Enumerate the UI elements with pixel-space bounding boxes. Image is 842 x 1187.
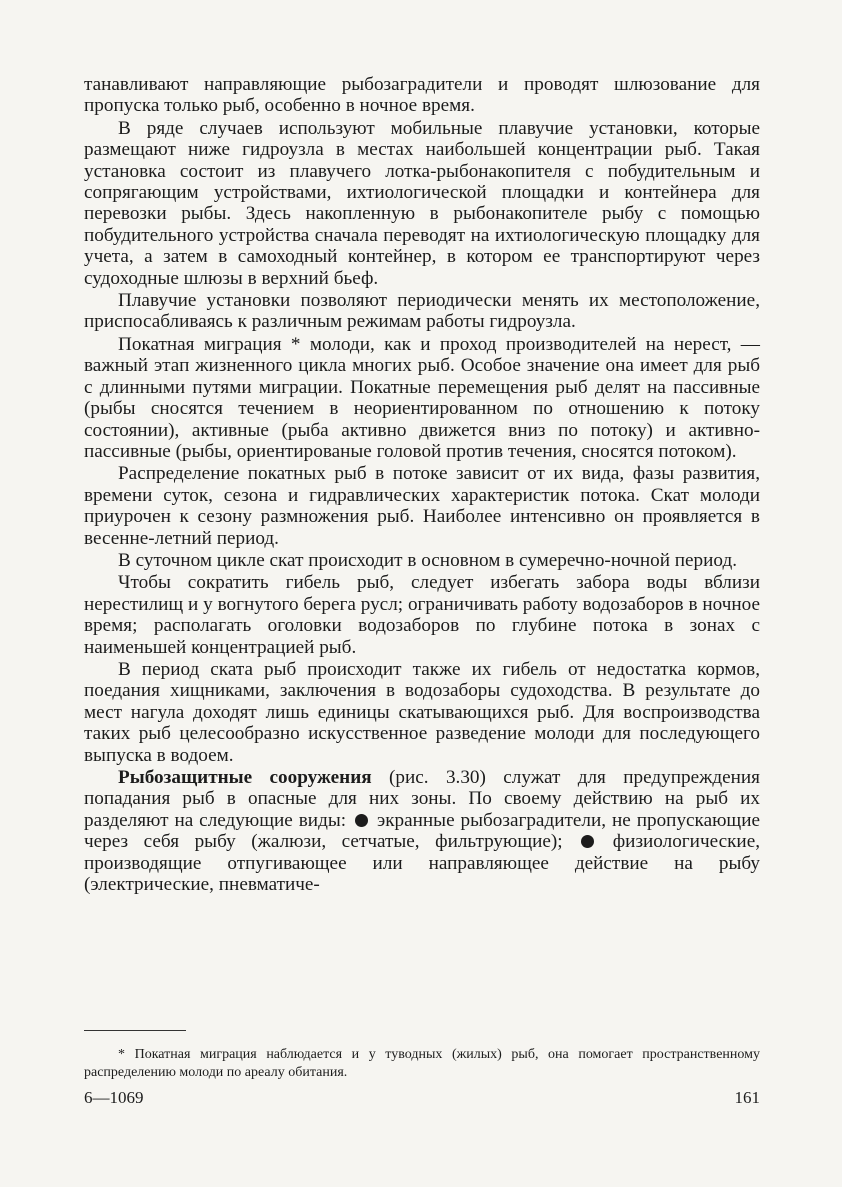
paragraph-5: Распределение покатных рыб в потоке зависит от их вида, фазы развития, времени суток, сезона и гидравлических характеристик потока. Скат молоди приурочен к сезону размножения рыб. Наиболее интенсивно он проявляется в весенне-летний период. — [84, 463, 760, 549]
page-footer — [84, 1088, 760, 1108]
paragraph-9-text-1: (рис. 3.30) служат для предупреждения попадания рыб в опасные для них зоны. По своему действию на рыб их разделяют на следующие виды: — [84, 767, 761, 831]
paragraph-1: танавливают направляющие рыбозаградители и проводят шлюзование для пропуска только рыб, особенно в ночное время. — [84, 74, 760, 117]
footnote: * Покатная миграция наблюдается и у туводных (жилых) рыб, она помогает пространственному распределению молоди по ареалу обитания. — [84, 1047, 760, 1080]
paragraph-9-text-3: физиологические, производящие отпугивающее или направляющее действие на рыбу (электрические, пневматиче- — [84, 831, 761, 896]
paragraph-2: В ряде случаев используют мобильные плавучие установки, которые размещают ниже гидроузла в местах наибольшей концентрации рыб. Такая установка состоит из плавучего лотка-рыбонакопителя с побудительным и сопрягающим устройствами, ихтиологической площадки и контейнера для перевозки рыбы. Здесь накопленную в рыбонакопителе рыбу с помощью побудительного устройства сначала переводят на ихтиологическую площадку для учета, а затем в самоходный контейнер, в котором ее транспортируют через судоходные шлюзы в верхний бьеф. — [84, 117, 760, 289]
paragraph-4: Покатная миграция * молоди, как и проход производителей на нерест, — важный этап жизненного цикла многих рыб. Особое значение она имеет для рыб с длинными путями миграции. Покатные перемещения рыб делят на пассивные (рыбы сносятся течением в неориентированном по отношению к потоку состоянии), активные (рыба активно движется вниз по потоку) и активно-пассивные (рыбы, ориентированые головой против течения, сносятся потоком). — [84, 333, 760, 462]
footnote-divider — [84, 1030, 186, 1031]
paragraph-8: В период ската рыб происходит также их гибель от недостатка кормов, поедания хищниками, заключения в водозаборы судоходства. В результате до мест нагула доходят лишь единицы скатывающихся рыб. Для воспроизводства таких рыб целесообразно искусственное разведение молоди для последующего выпуска в водоем. — [84, 658, 760, 766]
page-body — [84, 74, 760, 895]
paragraph-3: Плавучие установки позволяют периодически менять их местоположение, приспосабливаясь к различным режимам работы гидроузла. — [84, 290, 760, 333]
paragraph-9-text-2: экранные рыбозаградители, не пропускающие через себя рыбу (жалюзи, сетчатые, фильтрующие); — [84, 809, 760, 853]
bullet-icon — [355, 814, 368, 827]
paragraph-6: В суточном цикле скат происходит в основном в сумеречно-ночной период. — [118, 549, 738, 571]
paragraph-9 — [84, 767, 760, 895]
page-number: 161 — [734, 1088, 760, 1107]
bold-term: Рыбозащитные сооружения — [118, 767, 372, 788]
printer-signature: 6—1069 — [84, 1088, 144, 1107]
bullet-icon — [581, 835, 594, 848]
paragraph-7: Чтобы сократить гибель рыб, следует избегать забора воды вблизи нерестилищ и у вогнутого берега русл; ограничивать работу водозаборов в ночное время; располагать оголовки водозаборов по глубине потока в зонах с наименьшей концентрацией рыб. — [84, 572, 760, 658]
